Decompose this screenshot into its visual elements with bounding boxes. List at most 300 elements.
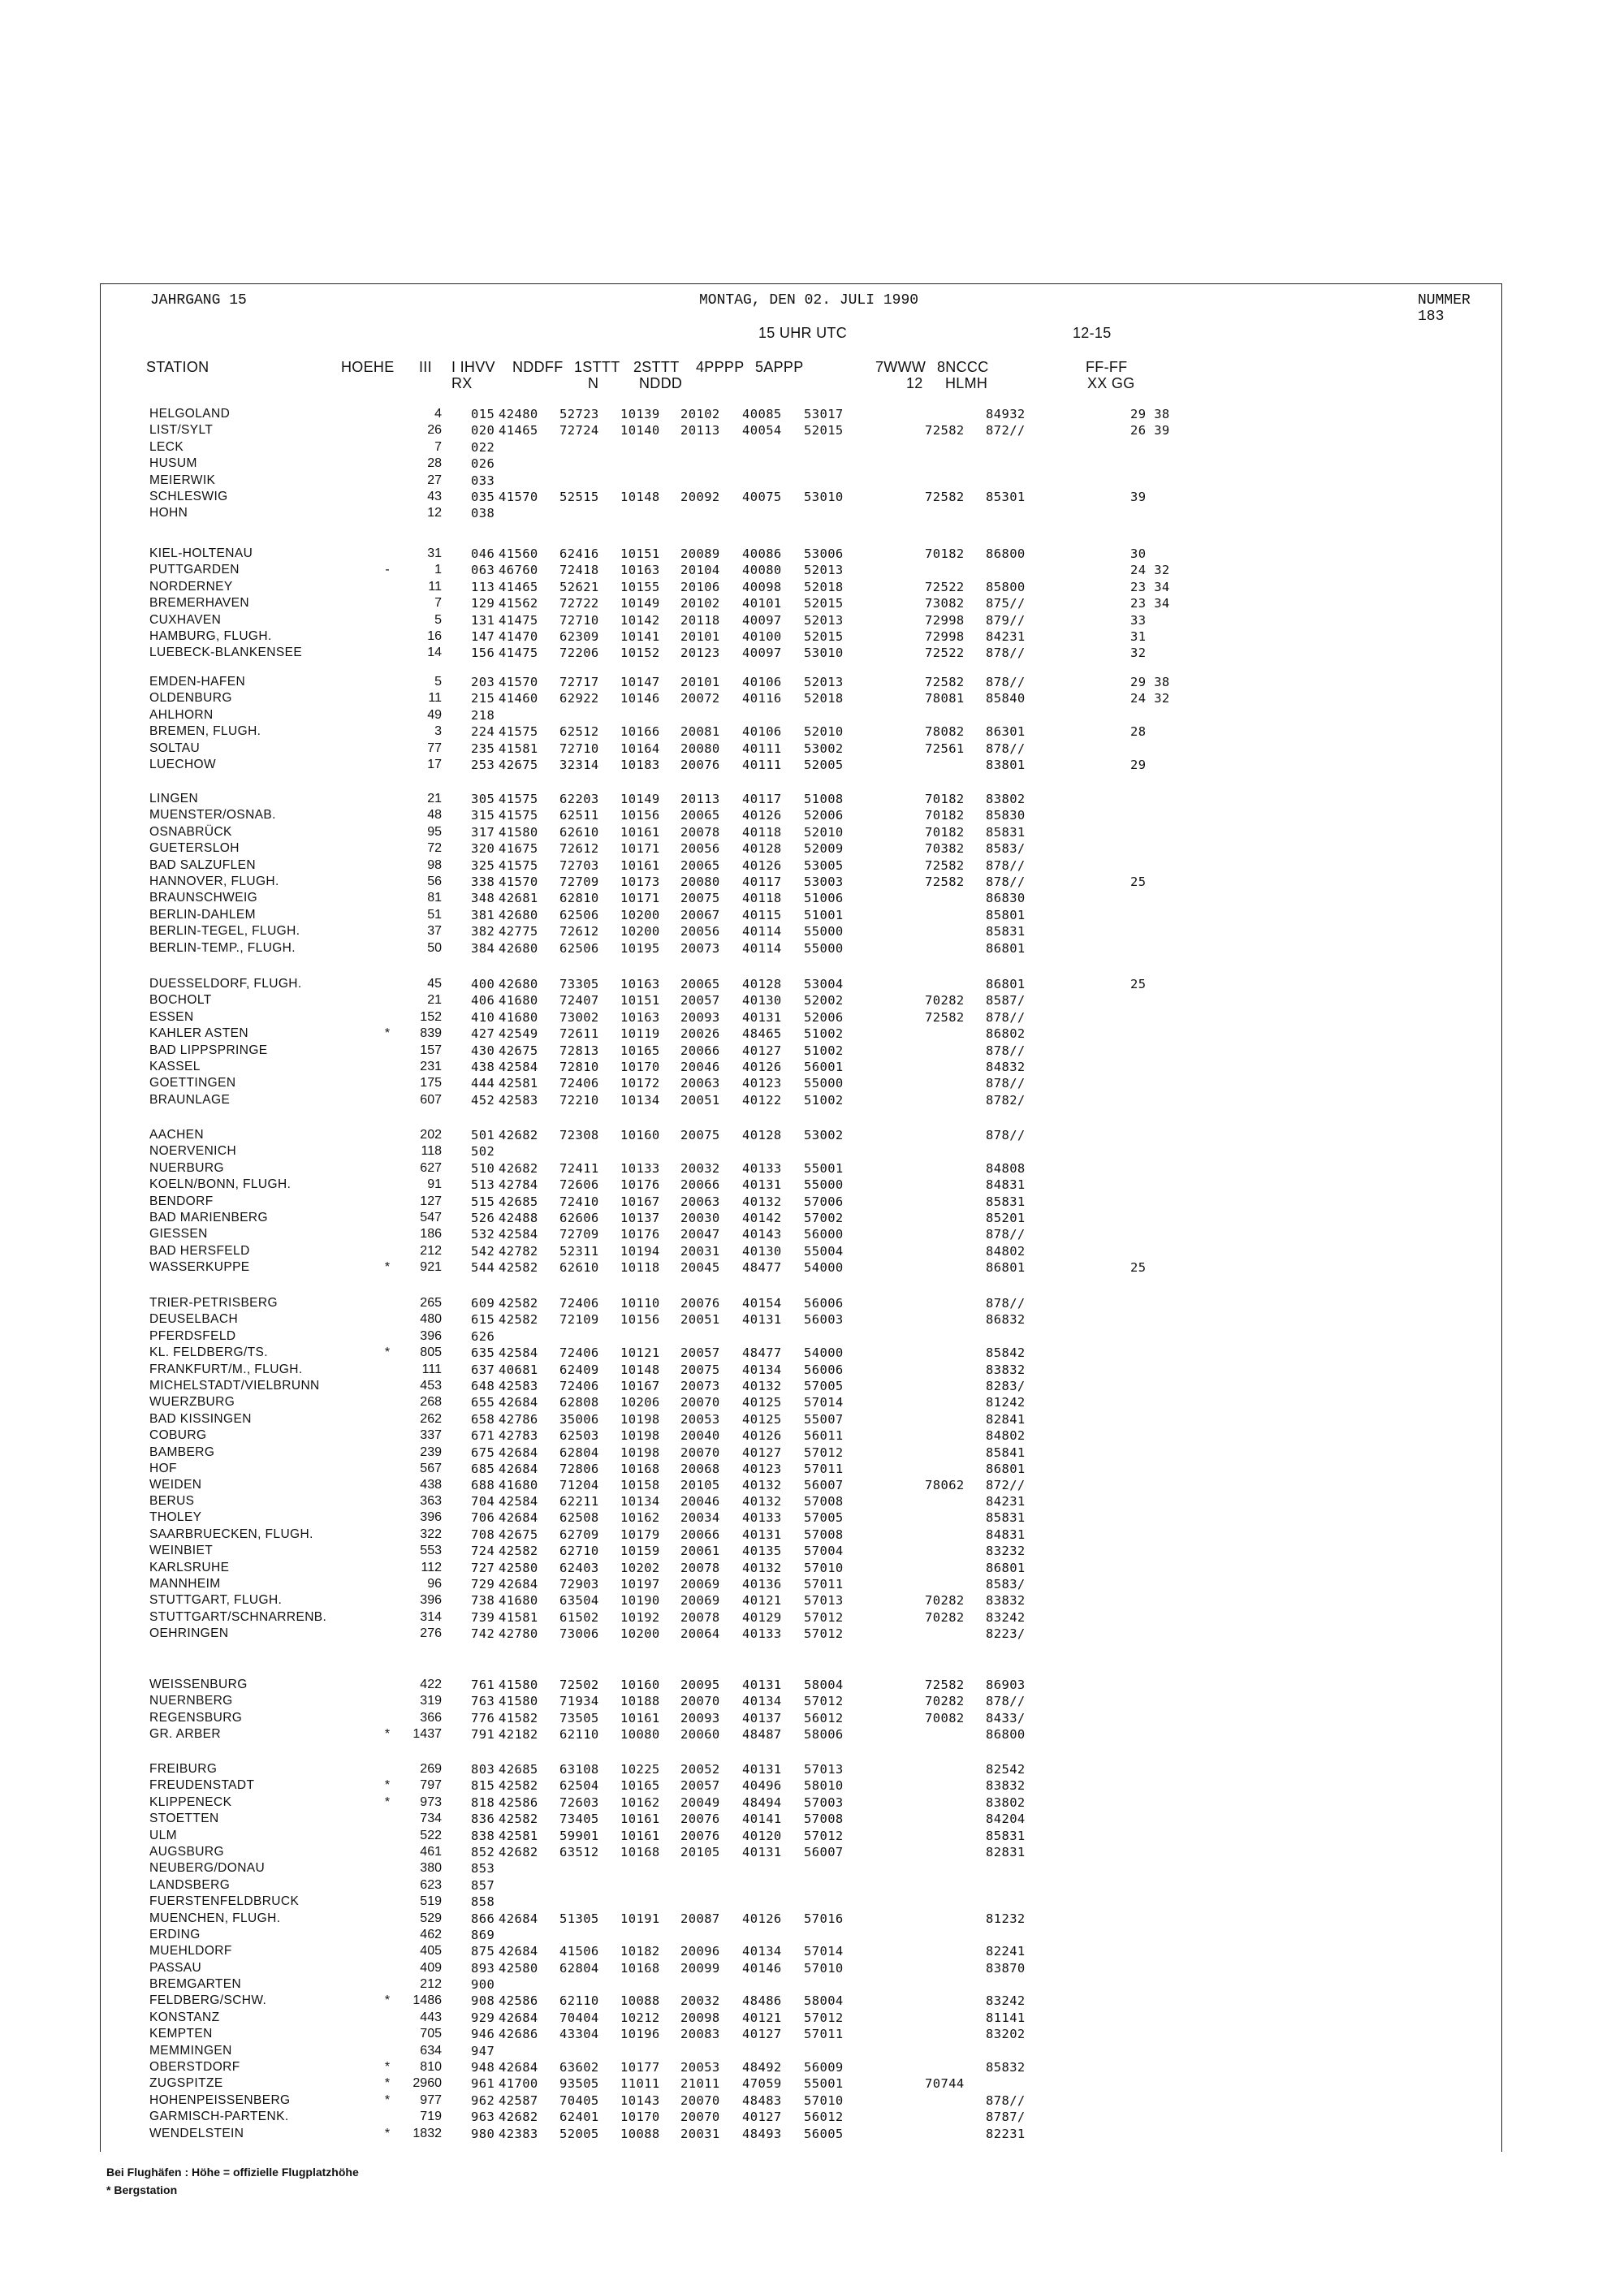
station-height: 37 [427,924,442,939]
obs-group-g4: 20070 [680,2092,720,2108]
table-row [149,1509,1481,1526]
obs-group-g2: 62709 [559,1527,599,1542]
obs-group-g9: 33 [1130,612,1147,628]
obs-group-g2: 63504 [559,1593,599,1609]
obs-group-g2: 52005 [559,2126,599,2141]
obs-group-g2: 72606 [559,1177,599,1193]
obs-group-g8: 878// [986,1128,1026,1142]
station-height: 623 [420,1877,442,1892]
obs-group-g1: 41470 [499,628,538,644]
station-name: WASSERKUPPE [149,1260,250,1275]
obs-group-g2: 52723 [559,407,599,421]
station-name: GARMISCH-PARTENK. [149,2110,289,2124]
obs-group-g4: 20105 [680,1844,720,1859]
obs-group-g8: 85831 [986,1194,1026,1209]
obs-group-g1: 42584 [499,1345,538,1361]
table-row [149,992,1481,1008]
station-id: 803 [471,1762,495,1777]
obs-group-g4: 21011 [680,2076,720,2092]
obs-group-g3: 10080 [620,1727,660,1743]
obs-group-g5: 40121 [742,1593,782,1609]
obs-group-g4: 20070 [680,1395,720,1410]
obs-group-g1: 42582 [499,1778,538,1794]
obs-group-g4: 20092 [680,489,720,504]
station-id: 948 [471,2060,495,2075]
table-row [149,857,1481,874]
obs-group-g1: 42586 [499,1993,538,2009]
obs-group-g4: 20046 [680,1494,720,1509]
obs-group-g5: 40131 [742,1844,782,1859]
station-name: BREMERHAVEN [149,596,249,611]
table-row [149,1427,1481,1444]
obs-group-g3: 10142 [620,612,660,628]
obs-group-g9: 24 32 [1130,563,1170,578]
obs-group-g4: 20053 [680,1411,720,1427]
obs-group-g5: 40085 [742,407,782,421]
obs-group-g2: 62506 [559,907,599,922]
obs-group-g3: 10110 [620,1296,660,1311]
obs-group-g3: 10206 [620,1395,660,1410]
table-row [149,741,1481,757]
obs-group-g1: 41582 [499,1710,538,1725]
obs-group-g2: 32314 [559,757,599,772]
obs-group-g1: 42784 [499,1177,538,1193]
table-row [149,489,1481,505]
obs-group-g7: 78081 [925,691,965,706]
obs-group-g1: 42581 [499,1828,538,1843]
station-height: 607 [420,1092,442,1107]
station-id: 626 [471,1328,495,1344]
obs-group-g6: 56001 [804,1059,844,1074]
station-id: 857 [471,1877,495,1893]
obs-group-g3: 10147 [620,675,660,689]
table-row [149,1127,1481,1143]
mountain-mark: * [384,1260,391,1275]
obs-group-g2: 62610 [559,824,599,840]
obs-group-g3: 10121 [620,1345,660,1361]
station-height: 422 [420,1678,442,1691]
obs-group-g8: 84832 [986,1059,1026,1074]
obs-group-g6: 57002 [804,1210,844,1225]
obs-group-g6: 51001 [804,907,844,922]
obs-group-g6: 55004 [804,1243,844,1259]
obs-group-g3: 10156 [620,1312,660,1328]
obs-group-g6: 52015 [804,628,844,644]
obs-group-g8: 8223/ [986,1626,1026,1642]
col-8nccc: 8NCCC [937,359,989,375]
station-id: 671 [471,1428,495,1444]
obs-group-g1: 41680 [499,1478,538,1493]
station-height: 438 [420,1478,442,1492]
obs-group-g1: 41575 [499,724,538,740]
obs-group-g8: 878// [986,874,1026,889]
table-row [149,1677,1481,1693]
station-height: 921 [420,1260,442,1275]
station-id: 893 [471,1960,495,1976]
table-row [149,1143,1481,1160]
station-id: 427 [471,1026,495,1042]
station-group [149,1761,1481,2142]
station-id: 305 [471,792,495,806]
table-row [149,422,1481,438]
obs-group-g3: 10159 [620,1544,660,1559]
obs-group-g3: 10158 [620,1478,660,1493]
obs-group-g8: 85201 [986,1210,1026,1225]
obs-group-g1: 42675 [499,1043,538,1058]
table-row [149,1777,1481,1794]
table-row [149,1328,1481,1345]
obs-group-g8: 878// [986,1009,1026,1025]
obs-group-g6: 57013 [804,1762,844,1777]
obs-group-g5: 40120 [742,1828,782,1843]
obs-group-g3: 10167 [620,1378,660,1393]
obs-group-g4: 20093 [680,1710,720,1725]
station-name: FUERSTENFELDBRUCK [149,1894,300,1909]
obs-group-g5: 40126 [742,808,782,823]
obs-group-g1: 41580 [499,1678,538,1692]
obs-group-g1: 41675 [499,841,538,857]
obs-group-g4: 20080 [680,741,720,756]
table-row [149,1378,1481,1394]
obs-group-g3: 10161 [620,824,660,840]
station-name: NOERVENICH [149,1144,237,1159]
station-height: 977 [420,2092,442,2107]
obs-group-g4: 20064 [680,1626,720,1642]
obs-group-g3: 10151 [620,993,660,1008]
obs-group-g6: 55000 [804,1177,844,1193]
station-name: LINGEN [149,792,199,805]
obs-group-g6: 57012 [804,2010,844,2025]
obs-group-g8: 85800 [986,579,1026,594]
station-id: 452 [471,1092,495,1108]
obs-group-g6: 57008 [804,1812,844,1827]
mountain-mark: * [384,2092,391,2107]
obs-group-g2: 71204 [559,1478,599,1493]
obs-group-g5: 40106 [742,724,782,740]
station-name: BRAUNSCHWEIG [149,891,258,905]
station-id: 325 [471,857,495,873]
obs-group-g8: 86903 [986,1678,1026,1692]
obs-group-g1: 42680 [499,940,538,956]
obs-group-g3: 10197 [620,1576,660,1592]
table-row [149,473,1481,489]
obs-group-g9: 29 38 [1130,675,1170,689]
obs-group-g1: 42480 [499,407,538,421]
obs-group-g4: 20073 [680,1378,720,1393]
obs-group-g9: 29 [1130,757,1147,772]
station-id: 635 [471,1345,495,1361]
obs-group-g8: 872// [986,423,1026,438]
table-row [149,1226,1481,1242]
table-row [149,579,1481,595]
obs-group-g9: 25 [1130,977,1147,991]
obs-group-g6: 55000 [804,924,844,939]
table-row [149,595,1481,611]
station-id: 444 [471,1076,495,1091]
obs-group-g6: 57011 [804,1461,844,1476]
obs-group-g4: 20083 [680,2027,720,2042]
station-id: 510 [471,1160,495,1176]
station-id: 838 [471,1828,495,1843]
obs-group-g6: 53004 [804,977,844,991]
obs-group-g5: 40131 [742,1762,782,1777]
station-height: 72 [427,841,442,856]
obs-group-g2: 62508 [559,1510,599,1526]
mountain-mark: * [384,1345,391,1360]
obs-group-g5: 40098 [742,579,782,594]
obs-group-g1: 42685 [499,1762,538,1777]
obs-group-g2: 72709 [559,874,599,889]
obs-group-g5: 40141 [742,1812,782,1827]
obs-group-g3: 10168 [620,1960,660,1976]
station-group [149,406,1481,522]
obs-group-g3: 10164 [620,741,660,756]
table-row [149,1075,1481,1091]
station-id: 218 [471,707,495,723]
obs-group-g5: 40127 [742,1445,782,1460]
obs-group-g8: 878// [986,1296,1026,1311]
obs-group-g4: 20069 [680,1593,720,1609]
obs-group-g2: 35006 [559,1411,599,1427]
obs-group-g8: 81232 [986,1911,1026,1926]
obs-group-g1: 42684 [499,2010,538,2025]
table-row [149,1411,1481,1427]
obs-group-g1: 42684 [499,1911,538,1926]
station-height: 519 [420,1894,442,1909]
obs-group-g3: 10137 [620,1210,660,1225]
table-row [149,1477,1481,1493]
obs-group-g8: 84831 [986,1527,1026,1542]
obs-group-g3: 10140 [620,423,660,438]
obs-group-g2: 72612 [559,841,599,857]
obs-group-g8: 81242 [986,1395,1026,1410]
station-id: 724 [471,1544,495,1559]
table-row [149,1543,1481,1559]
station-id: 815 [471,1778,495,1794]
obs-group-g8: 878// [986,741,1026,756]
obs-group-g1: 42682 [499,1160,538,1176]
table-row [149,562,1481,578]
obs-group-g5: 40106 [742,675,782,689]
obs-group-g1: 41475 [499,612,538,628]
obs-group-g1: 42681 [499,891,538,906]
obs-group-g8: 878// [986,857,1026,873]
obs-group-g2: 72717 [559,675,599,689]
obs-group-g4: 20070 [680,1694,720,1709]
obs-group-g4: 20078 [680,1560,720,1575]
obs-group-g3: 11011 [620,2076,660,2092]
obs-group-g2: 61502 [559,1609,599,1625]
obs-group-g4: 20031 [680,2126,720,2141]
obs-group-g8: 82231 [986,2126,1026,2141]
table-row [149,940,1481,957]
table-row [149,505,1481,521]
obs-group-g3: 10212 [620,2010,660,2025]
obs-group-g6: 51002 [804,1026,844,1042]
obs-group-g6: 56003 [804,1312,844,1328]
obs-group-g2: 72722 [559,596,599,611]
table-row [149,707,1481,723]
obs-group-g1: 41475 [499,646,538,661]
station-id: 382 [471,924,495,939]
obs-group-g3: 10182 [620,1944,660,1959]
station-name: WEINBIET [149,1544,214,1558]
station-name: HANNOVER, FLUGH. [149,874,279,888]
obs-group-g8: 83802 [986,792,1026,806]
obs-group-g4: 20045 [680,1260,720,1276]
station-name: AHLHORN [149,707,214,722]
obs-group-g8: 86801 [986,1260,1026,1276]
station-height: 522 [420,1828,442,1842]
obs-group-g3: 10177 [620,2060,660,2075]
obs-group-g6: 51002 [804,1092,844,1108]
station-name: BAD SALZUFLEN [149,857,256,872]
station-height: 1 [434,563,442,577]
table-row [149,840,1481,857]
station-height: 529 [420,1911,442,1925]
obs-group-g4: 20063 [680,1076,720,1091]
obs-group-g3: 10190 [620,1593,660,1609]
obs-group-g2: 72611 [559,1026,599,1042]
col-4pppp: 4PPPP [696,359,745,375]
col-1sttt-sub: N [588,375,599,391]
obs-group-g8: 86802 [986,1026,1026,1042]
station-id: 438 [471,1059,495,1074]
obs-group-g6: 57014 [804,1395,844,1410]
obs-group-g5: 40127 [742,2110,782,2125]
station-height: 396 [420,1510,442,1525]
table-row [149,807,1481,823]
station-name: LANDSBERG [149,1877,231,1892]
obs-group-g7: 72582 [925,675,965,689]
obs-group-g7: 70182 [925,792,965,806]
table-row [149,1609,1481,1626]
station-id: 063 [471,563,495,578]
obs-group-g5: 40130 [742,993,782,1008]
obs-group-g5: 40075 [742,489,782,504]
table-row [149,757,1481,773]
station-id: 317 [471,824,495,840]
station-id: 406 [471,993,495,1008]
obs-group-g2: 73405 [559,1812,599,1827]
station-height: 49 [427,707,442,722]
obs-group-g5: 40132 [742,1494,782,1509]
obs-group-g8: 8782/ [986,1092,1026,1108]
station-id: 836 [471,1812,495,1827]
station-height: 553 [420,1544,442,1558]
obs-group-g6: 52018 [804,579,844,594]
station-name: BAD KISSINGEN [149,1411,252,1426]
obs-group-g6: 57012 [804,1694,844,1709]
station-height: 91 [427,1177,442,1192]
obs-group-g4: 20031 [680,1243,720,1259]
obs-group-g8: 8433/ [986,1710,1026,1725]
obs-group-g6: 57004 [804,1544,844,1559]
obs-group-g8: 82542 [986,1762,1026,1777]
obs-group-g4: 20063 [680,1194,720,1209]
obs-group-g4: 20040 [680,1428,720,1444]
station-height: 276 [420,1626,442,1641]
station-name: BAD LIPPSPRINGE [149,1043,268,1057]
obs-group-g4: 20066 [680,1527,720,1542]
obs-group-g1: 42582 [499,1296,538,1311]
table-row [149,628,1481,645]
table-row [149,1345,1481,1361]
station-name: BERLIN-DAHLEM [149,907,256,922]
obs-group-g8: 85841 [986,1445,1026,1460]
footnotes [106,2163,359,2199]
obs-group-g2: 72406 [559,1378,599,1393]
obs-group-g8: 84831 [986,1177,1026,1193]
obs-group-g2: 72710 [559,741,599,756]
obs-group-g6: 52009 [804,841,844,857]
station-group [149,546,1481,662]
obs-group-g2: 62211 [559,1494,599,1509]
obs-group-g1: 41460 [499,691,538,706]
obs-group-g8: 84932 [986,407,1026,421]
obs-group-g1: 41575 [499,792,538,806]
obs-group-g1: 42582 [499,1544,538,1559]
table-row [149,874,1481,890]
obs-group-g5: 40126 [742,1059,782,1074]
obs-group-g2: 62110 [559,1727,599,1743]
obs-group-g3: 10146 [620,691,660,706]
obs-group-g3: 10168 [620,1844,660,1859]
station-height: 95 [427,824,442,839]
obs-group-g4: 20061 [680,1544,720,1559]
obs-group-g9: 25 [1130,874,1147,889]
obs-group-g6: 57011 [804,1576,844,1592]
table-row [149,1527,1481,1543]
obs-group-g6: 57010 [804,2092,844,2108]
station-height: 461 [420,1844,442,1859]
table-row [149,1243,1481,1259]
obs-group-g7: 72582 [925,489,965,504]
obs-group-g6: 56007 [804,1478,844,1493]
station-id: 532 [471,1227,495,1242]
obs-group-g8: 85831 [986,824,1026,840]
station-name: COBURG [149,1428,207,1443]
obs-group-g4: 20066 [680,1177,720,1193]
station-height: 409 [420,1960,442,1975]
col-station: STATION [146,359,209,375]
station-name: OSNABRÜCK [149,824,232,839]
station-height: 319 [420,1694,442,1708]
obs-group-g6: 53005 [804,857,844,873]
station-name: NUERBURG [149,1160,224,1175]
obs-group-g5: 40123 [742,1461,782,1476]
obs-group-g8: 8587/ [986,993,1026,1008]
col-2sttt-sub: NDDD [639,375,683,391]
obs-group-g4: 20047 [680,1227,720,1242]
obs-group-g2: 72810 [559,1059,599,1074]
station-id: 381 [471,907,495,922]
obs-group-g6: 52010 [804,824,844,840]
obs-group-g1: 41575 [499,857,538,873]
obs-group-g4: 20076 [680,1296,720,1311]
station-id: 502 [471,1144,495,1160]
obs-group-g7: 72582 [925,874,965,889]
mountain-mark: * [384,1026,391,1041]
table-row [149,1394,1481,1410]
station-name: BERLIN-TEMP., FLUGH. [149,940,296,955]
obs-group-g4: 20106 [680,579,720,594]
obs-group-g4: 20102 [680,596,720,611]
col-ffff-sub: XX GG [1087,375,1135,391]
obs-group-g8: 86800 [986,1727,1026,1743]
station-height: 43 [427,489,442,503]
station-id: 113 [471,579,495,594]
